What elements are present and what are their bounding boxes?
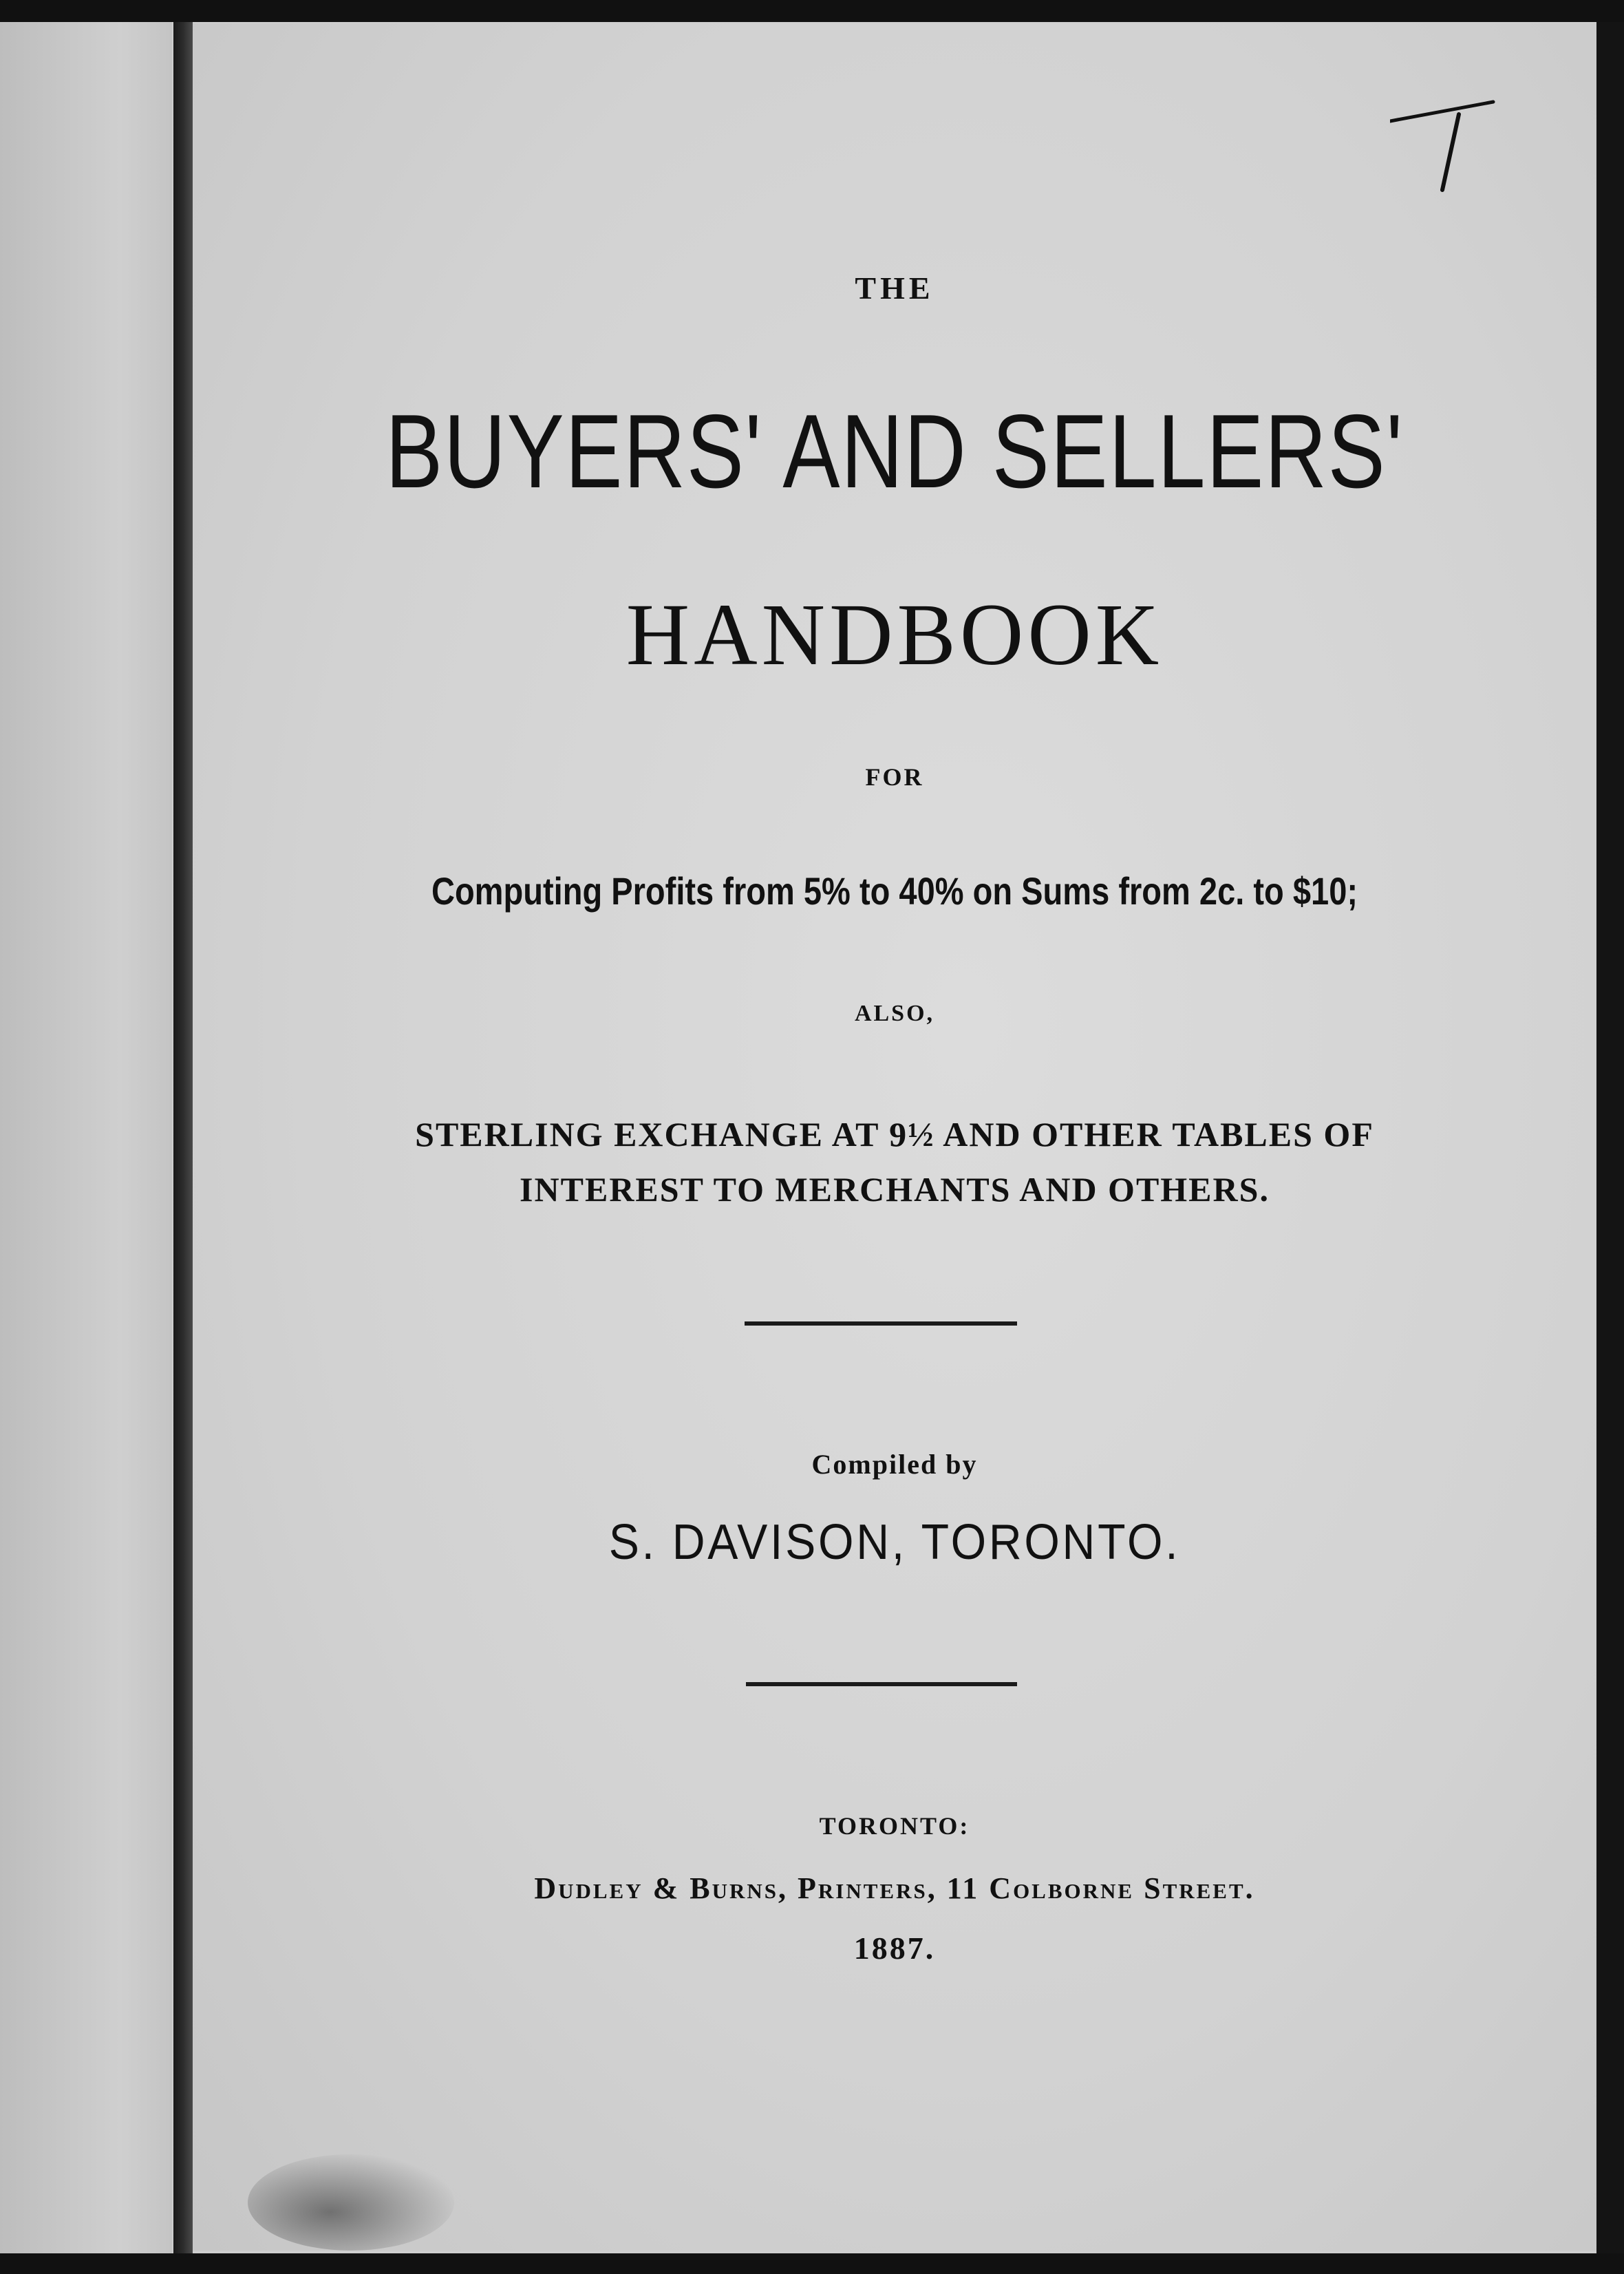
publication-place: TORONTO:: [819, 1812, 970, 1840]
printer-imprint: Dudley & Burns, Printers, 11 Colborne Street.: [534, 1871, 1255, 1905]
divider-rule-top: [745, 1321, 1017, 1326]
additional-contents-line-2: INTEREST TO MERCHANTS AND OTHERS.: [520, 1170, 1270, 1209]
compiled-by-label: Compiled by: [811, 1449, 978, 1480]
additional-contents: [193, 1107, 1596, 1217]
top-scan-border: [0, 0, 1624, 22]
book-description: Computing Profits from 5% to 40% on Sums from 2c. to $10;: [431, 869, 1358, 913]
ink-smudge-mark: [248, 2154, 454, 2251]
for-label: FOR: [865, 763, 924, 791]
additional-contents-line-1: STERLING EXCHANGE AT 9½ AND OTHER TABLES OF: [415, 1115, 1374, 1154]
book-title: BUYERS' AND SELLERS': [385, 393, 1404, 510]
publication-year: 1887.: [853, 1931, 936, 1966]
author-name: S. DAVISON, TORONTO.: [608, 1515, 1181, 1570]
binding-spine-shadow: [173, 21, 193, 2274]
bottom-scan-border: [0, 2253, 1624, 2274]
left-flap-page: [0, 21, 172, 2253]
right-scan-border: [1596, 14, 1624, 2274]
divider-rule-bottom: [746, 1682, 1017, 1686]
title-article: THE: [855, 270, 934, 306]
book-subtitle: HANDBOOK: [626, 586, 1164, 683]
also-label: ALSO,: [854, 1001, 935, 1026]
handwritten-pencil-mark: [1390, 96, 1507, 200]
